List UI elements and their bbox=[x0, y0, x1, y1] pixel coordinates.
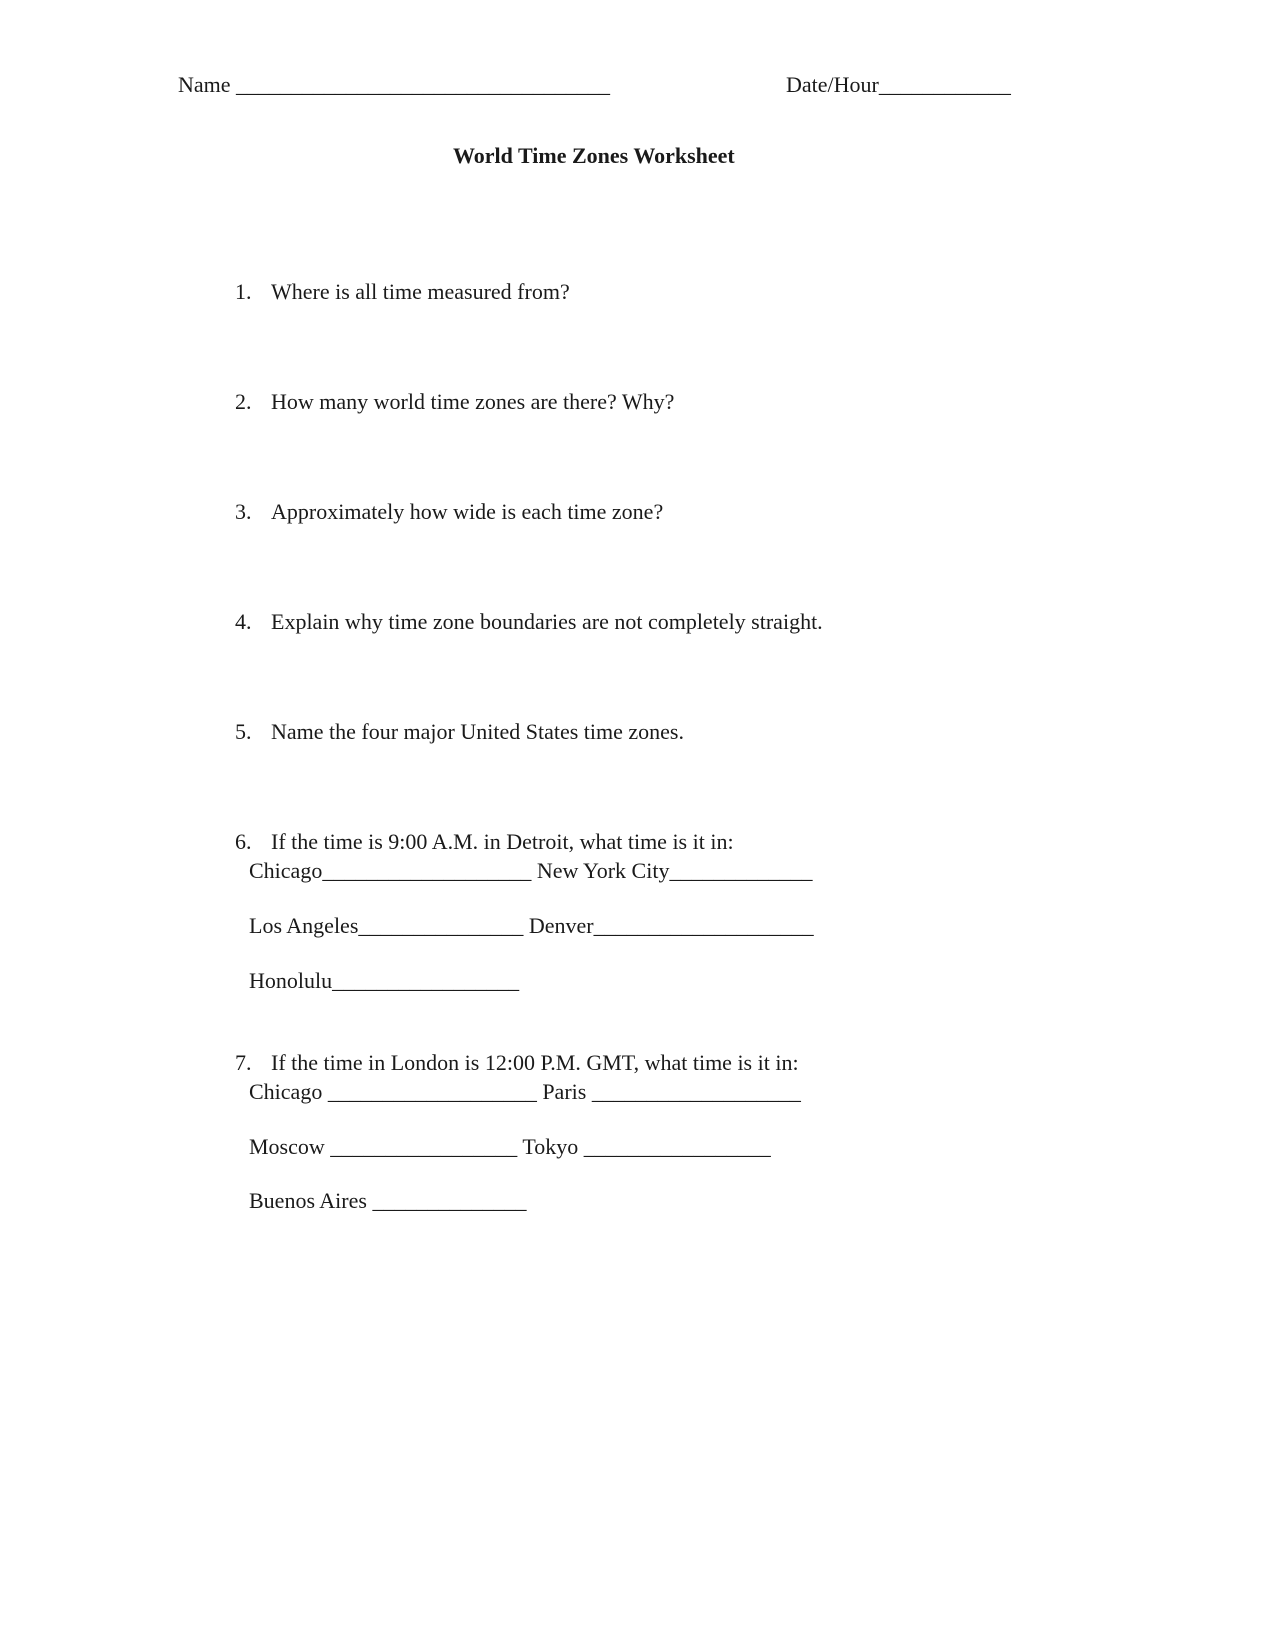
q6-answer-line-2: Los Angeles_______________ Denver____________________ bbox=[249, 913, 814, 938]
question-2 bbox=[213, 363, 674, 441]
date-hour-field-label: Date/Hour____________ bbox=[786, 72, 1011, 97]
q6-answer-line-3: Honolulu_________________ bbox=[249, 968, 520, 993]
question-5 bbox=[213, 693, 684, 771]
question-number: 6. bbox=[235, 829, 252, 854]
q7-answer-line-2: Moscow _________________ Tokyo _________________ bbox=[249, 1134, 771, 1159]
question-4 bbox=[213, 583, 823, 661]
question-text: Explain why time zone boundaries are not completely straight. bbox=[271, 609, 823, 634]
q7-answer-line-1: Chicago ___________________ Paris ___________________ bbox=[249, 1079, 801, 1104]
question-number: 2. bbox=[235, 389, 252, 414]
question-number: 1. bbox=[235, 279, 252, 304]
question-3 bbox=[213, 473, 663, 551]
q6-answer-line-1: Chicago___________________ New York City_____________ bbox=[249, 858, 813, 883]
question-text: Name the four major United States time zones. bbox=[271, 719, 684, 744]
q7-answer-line-3: Buenos Aires ______________ bbox=[249, 1188, 527, 1213]
question-text: If the time is 9:00 A.M. in Detroit, what time is it in: bbox=[271, 829, 734, 854]
question-number: 4. bbox=[235, 609, 252, 634]
question-text: Where is all time measured from? bbox=[271, 279, 570, 304]
question-text: Approximately how wide is each time zone? bbox=[271, 499, 664, 524]
question-number: 7. bbox=[235, 1050, 252, 1075]
name-field-label: Name __________________________________ bbox=[178, 72, 611, 97]
page-title: World Time Zones Worksheet bbox=[453, 143, 735, 168]
question-number: 3. bbox=[235, 499, 252, 524]
question-number: 5. bbox=[235, 719, 252, 744]
question-text: How many world time zones are there? Why? bbox=[271, 389, 675, 414]
question-text: If the time in London is 12:00 P.M. GMT, what time is it in: bbox=[271, 1050, 799, 1075]
question-1 bbox=[213, 253, 570, 331]
